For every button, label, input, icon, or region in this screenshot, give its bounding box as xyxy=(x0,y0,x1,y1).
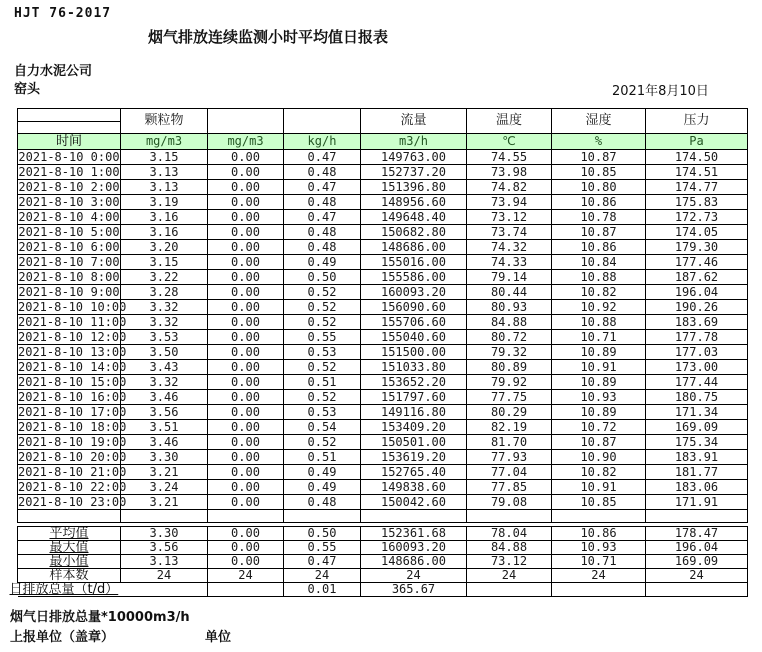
value-cell: 169.09 xyxy=(646,420,748,435)
header-flow: 流量 xyxy=(361,109,467,134)
value-cell: 3.32 xyxy=(121,315,208,330)
value-cell: 183.91 xyxy=(646,450,748,465)
unit-m3-h: m3/h xyxy=(361,134,467,150)
value-cell: 172.73 xyxy=(646,210,748,225)
hour-row xyxy=(18,225,748,240)
value-cell: 3.15 xyxy=(121,150,208,165)
daily-total-cell xyxy=(208,583,284,597)
value-cell: 10.78 xyxy=(552,210,646,225)
value-cell: 80.93 xyxy=(467,300,552,315)
value-cell: 3.46 xyxy=(121,390,208,405)
value-cell: 77.75 xyxy=(467,390,552,405)
value-cell: 10.87 xyxy=(552,225,646,240)
summary-value-cell: 73.12 xyxy=(467,555,552,569)
hour-row xyxy=(18,150,748,165)
hour-row xyxy=(18,420,748,435)
value-cell: 0.00 xyxy=(208,225,284,240)
value-cell: 3.56 xyxy=(121,405,208,420)
value-cell: 0.00 xyxy=(208,210,284,225)
value-cell: 0.00 xyxy=(208,330,284,345)
value-cell: 77.85 xyxy=(467,480,552,495)
value-cell: 3.24 xyxy=(121,480,208,495)
time-cell: 2021-8-10 16:00 xyxy=(18,390,127,404)
value-cell: 10.92 xyxy=(552,300,646,315)
value-cell: 10.87 xyxy=(552,150,646,165)
unit-celsius: ℃ xyxy=(467,134,552,150)
time-cell: 2021-8-10 5:00 xyxy=(18,225,120,239)
time-cell: 2021-8-10 20:00 xyxy=(18,450,127,464)
value-cell: 150042.60 xyxy=(361,495,467,510)
value-cell: 0.00 xyxy=(208,405,284,420)
value-cell: 80.44 xyxy=(467,285,552,300)
value-cell: 0.48 xyxy=(284,495,361,510)
value-cell: 3.50 xyxy=(121,345,208,360)
value-cell: 153652.20 xyxy=(361,375,467,390)
value-cell: 0.49 xyxy=(284,480,361,495)
value-cell: 82.19 xyxy=(467,420,552,435)
header-group-row xyxy=(18,109,748,122)
time-cell: 2021-8-10 2:00 xyxy=(18,180,120,194)
summary-value-cell: 84.88 xyxy=(467,541,552,555)
summary-row xyxy=(18,569,748,583)
value-cell: 10.80 xyxy=(552,180,646,195)
hour-row xyxy=(18,165,748,180)
value-cell: 74.33 xyxy=(467,255,552,270)
value-cell: 77.93 xyxy=(467,450,552,465)
daily-total-row xyxy=(18,583,748,597)
time-cell: 2021-8-10 13:00 xyxy=(18,345,127,359)
value-cell: 3.13 xyxy=(121,180,208,195)
time-cell: 2021-8-10 9:00 xyxy=(18,285,120,299)
value-cell: 149648.40 xyxy=(361,210,467,225)
value-cell: 174.50 xyxy=(646,150,748,165)
daily-total-cell xyxy=(467,583,552,597)
value-cell: 155706.60 xyxy=(361,315,467,330)
value-cell: 171.34 xyxy=(646,405,748,420)
value-cell: 3.13 xyxy=(121,165,208,180)
value-cell: 81.70 xyxy=(467,435,552,450)
value-cell: 79.92 xyxy=(467,375,552,390)
value-cell: 177.46 xyxy=(646,255,748,270)
daily-total-cell: 365.67 xyxy=(361,583,467,597)
value-cell: 3.20 xyxy=(121,240,208,255)
value-cell: 0.48 xyxy=(284,225,361,240)
summary-value-cell: 10.86 xyxy=(552,527,646,541)
value-cell: 3.22 xyxy=(121,270,208,285)
unit-label: 单位 xyxy=(205,630,232,645)
summary-value-cell: 3.56 xyxy=(121,541,208,555)
hour-row xyxy=(18,240,748,255)
time-cell: 2021-8-10 15:00 xyxy=(18,375,127,389)
summary-value-cell: 0.55 xyxy=(284,541,361,555)
report-unit-label: 上报单位（盖章） xyxy=(10,630,115,645)
summary-label: 最小值 xyxy=(18,555,121,569)
value-cell: 73.94 xyxy=(467,195,552,210)
value-cell: 151500.00 xyxy=(361,345,467,360)
value-cell: 10.85 xyxy=(552,495,646,510)
value-cell: 73.74 xyxy=(467,225,552,240)
value-cell: 80.72 xyxy=(467,330,552,345)
time-cell: 2021-8-10 0:00 xyxy=(18,150,120,164)
value-cell: 155016.00 xyxy=(361,255,467,270)
time-cell: 2021-8-10 22:00 xyxy=(18,480,127,494)
summary-value-cell: 24 xyxy=(121,569,208,583)
value-cell: 0.00 xyxy=(208,240,284,255)
time-cell: 2021-8-10 8:00 xyxy=(18,270,120,284)
header-particulate: 颗粒物 xyxy=(121,109,208,134)
value-cell: 3.30 xyxy=(121,450,208,465)
value-cell: 0.49 xyxy=(284,255,361,270)
summary-value-cell: 148686.00 xyxy=(361,555,467,569)
header-time: 时间 xyxy=(18,134,121,150)
value-cell: 0.55 xyxy=(284,330,361,345)
value-cell: 150501.00 xyxy=(361,435,467,450)
summary-value-cell: 24 xyxy=(646,569,748,583)
value-cell: 10.85 xyxy=(552,165,646,180)
value-cell: 10.88 xyxy=(552,270,646,285)
value-cell: 10.86 xyxy=(552,195,646,210)
hour-row xyxy=(18,285,748,300)
value-cell: 180.75 xyxy=(646,390,748,405)
value-cell: 196.04 xyxy=(646,285,748,300)
value-cell: 3.51 xyxy=(121,420,208,435)
hour-row xyxy=(18,435,748,450)
hour-row xyxy=(18,390,748,405)
value-cell: 74.55 xyxy=(467,150,552,165)
value-cell: 84.88 xyxy=(467,315,552,330)
time-cell: 2021-8-10 17:00 xyxy=(18,405,127,419)
value-cell: 0.52 xyxy=(284,360,361,375)
hour-row xyxy=(18,480,748,495)
value-cell: 0.00 xyxy=(208,255,284,270)
value-cell: 0.49 xyxy=(284,465,361,480)
value-cell: 156090.60 xyxy=(361,300,467,315)
value-cell: 0.50 xyxy=(284,270,361,285)
value-cell: 177.03 xyxy=(646,345,748,360)
summary-value-cell: 10.71 xyxy=(552,555,646,569)
value-cell: 0.52 xyxy=(284,390,361,405)
summary-rows-body xyxy=(18,527,748,583)
time-cell: 2021-8-10 11:00 xyxy=(18,315,127,329)
header-blank-bottom xyxy=(18,121,121,134)
value-cell: 148686.00 xyxy=(361,240,467,255)
unit-percent: % xyxy=(552,134,646,150)
value-cell: 10.89 xyxy=(552,375,646,390)
value-cell: 79.08 xyxy=(467,495,552,510)
hour-row xyxy=(18,255,748,270)
value-cell: 181.77 xyxy=(646,465,748,480)
hour-row xyxy=(18,375,748,390)
time-cell: 2021-8-10 21:00 xyxy=(18,465,127,479)
value-cell: 10.71 xyxy=(552,330,646,345)
value-cell: 74.32 xyxy=(467,240,552,255)
hour-row xyxy=(18,210,748,225)
value-cell: 0.48 xyxy=(284,195,361,210)
value-cell: 151797.60 xyxy=(361,390,467,405)
summary-value-cell: 24 xyxy=(284,569,361,583)
value-cell: 190.26 xyxy=(646,300,748,315)
hour-row xyxy=(18,465,748,480)
company-name: 自力水泥公司 xyxy=(14,64,93,79)
unit-kg-h: kg/h xyxy=(284,134,361,150)
unit-pa: Pa xyxy=(646,134,748,150)
value-cell: 152737.20 xyxy=(361,165,467,180)
value-cell: 174.77 xyxy=(646,180,748,195)
hour-row xyxy=(18,330,748,345)
time-cell: 2021-8-10 3:00 xyxy=(18,195,120,209)
value-cell: 0.00 xyxy=(208,480,284,495)
value-cell: 0.00 xyxy=(208,300,284,315)
value-cell: 0.00 xyxy=(208,150,284,165)
value-cell: 155586.00 xyxy=(361,270,467,285)
summary-value-cell: 160093.20 xyxy=(361,541,467,555)
value-cell: 0.00 xyxy=(208,195,284,210)
value-cell: 0.00 xyxy=(208,450,284,465)
unit-mg-m3: mg/m3 xyxy=(121,134,208,150)
value-cell: 3.16 xyxy=(121,225,208,240)
header-blank-col4 xyxy=(284,109,361,134)
value-cell: 10.82 xyxy=(552,285,646,300)
value-cell: 10.82 xyxy=(552,465,646,480)
value-cell: 0.53 xyxy=(284,405,361,420)
value-cell: 0.51 xyxy=(284,450,361,465)
value-cell: 155040.60 xyxy=(361,330,467,345)
value-cell: 3.46 xyxy=(121,435,208,450)
value-cell: 10.87 xyxy=(552,435,646,450)
value-cell: 0.47 xyxy=(284,210,361,225)
value-cell: 0.00 xyxy=(208,435,284,450)
value-cell: 187.62 xyxy=(646,270,748,285)
value-cell: 10.91 xyxy=(552,480,646,495)
value-cell: 0.00 xyxy=(208,420,284,435)
summary-value-cell: 196.04 xyxy=(646,541,748,555)
summary-row xyxy=(18,541,748,555)
value-cell: 3.32 xyxy=(121,375,208,390)
value-cell: 0.48 xyxy=(284,165,361,180)
value-cell: 0.52 xyxy=(284,300,361,315)
monitoring-point: 窑头 xyxy=(14,82,41,97)
daily-total-label: 日排放总量（t/d） xyxy=(18,583,208,597)
summary-table xyxy=(9,526,748,597)
value-cell: 0.47 xyxy=(284,150,361,165)
summary-value-cell: 0.50 xyxy=(284,527,361,541)
time-cell: 2021-8-10 23:00 xyxy=(18,495,127,509)
summary-value-cell: 0.00 xyxy=(208,541,284,555)
empty-row xyxy=(18,510,748,523)
summary-value-cell: 24 xyxy=(552,569,646,583)
value-cell: 80.89 xyxy=(467,360,552,375)
value-cell: 0.00 xyxy=(208,465,284,480)
value-cell: 174.05 xyxy=(646,225,748,240)
value-cell: 173.00 xyxy=(646,360,748,375)
summary-value-cell: 152361.68 xyxy=(361,527,467,541)
summary-value-cell: 78.04 xyxy=(467,527,552,541)
value-cell: 0.52 xyxy=(284,315,361,330)
time-cell: 2021-8-10 19:00 xyxy=(18,435,127,449)
summary-row xyxy=(18,555,748,569)
value-cell: 0.00 xyxy=(208,165,284,180)
value-cell: 73.12 xyxy=(467,210,552,225)
hour-row xyxy=(18,360,748,375)
value-cell: 79.32 xyxy=(467,345,552,360)
hour-row xyxy=(18,180,748,195)
value-cell: 74.82 xyxy=(467,180,552,195)
value-cell: 0.52 xyxy=(284,435,361,450)
value-cell: 3.32 xyxy=(121,300,208,315)
value-cell: 10.88 xyxy=(552,315,646,330)
value-cell: 3.21 xyxy=(121,465,208,480)
value-cell: 175.34 xyxy=(646,435,748,450)
hour-row xyxy=(18,195,748,210)
value-cell: 177.44 xyxy=(646,375,748,390)
summary-row xyxy=(18,527,748,541)
hour-row xyxy=(18,345,748,360)
time-cell: 2021-8-10 12:00 xyxy=(18,330,127,344)
value-cell: 151033.80 xyxy=(361,360,467,375)
value-cell: 10.91 xyxy=(552,360,646,375)
value-cell: 149763.00 xyxy=(361,150,467,165)
header-humidity: 湿度 xyxy=(552,109,646,134)
time-cell: 2021-8-10 7:00 xyxy=(18,255,120,269)
value-cell: 149838.60 xyxy=(361,480,467,495)
value-cell: 10.84 xyxy=(552,255,646,270)
header-blank-col3 xyxy=(208,109,284,134)
value-cell: 0.53 xyxy=(284,345,361,360)
value-cell: 160093.20 xyxy=(361,285,467,300)
summary-value-cell: 24 xyxy=(361,569,467,583)
time-cell: 2021-8-10 4:00 xyxy=(18,210,120,224)
summary-label: 平均值 xyxy=(18,527,121,541)
value-cell: 179.30 xyxy=(646,240,748,255)
hour-row xyxy=(18,315,748,330)
footer-note: 烟气日排放总量*10000m3/h xyxy=(10,610,190,625)
header-temperature: 温度 xyxy=(467,109,552,134)
value-cell: 0.52 xyxy=(284,285,361,300)
value-cell: 73.98 xyxy=(467,165,552,180)
time-cell: 2021-8-10 1:00 xyxy=(18,165,120,179)
value-cell: 3.21 xyxy=(121,495,208,510)
time-cell: 2021-8-10 18:00 xyxy=(18,420,127,434)
summary-value-cell: 24 xyxy=(467,569,552,583)
daily-total-cell xyxy=(552,583,646,597)
value-cell: 3.15 xyxy=(121,255,208,270)
summary-value-cell: 0.47 xyxy=(284,555,361,569)
value-cell: 177.78 xyxy=(646,330,748,345)
value-cell: 10.89 xyxy=(552,345,646,360)
summary-value-cell: 169.09 xyxy=(646,555,748,569)
summary-value-cell: 24 xyxy=(208,569,284,583)
value-cell: 153619.20 xyxy=(361,450,467,465)
value-cell: 0.00 xyxy=(208,180,284,195)
header-units-row xyxy=(18,134,748,150)
value-cell: 0.00 xyxy=(208,495,284,510)
summary-value-cell: 10.93 xyxy=(552,541,646,555)
value-cell: 149116.80 xyxy=(361,405,467,420)
value-cell: 183.06 xyxy=(646,480,748,495)
value-cell: 79.14 xyxy=(467,270,552,285)
value-cell: 0.00 xyxy=(208,375,284,390)
value-cell: 80.29 xyxy=(467,405,552,420)
value-cell: 3.28 xyxy=(121,285,208,300)
value-cell: 0.54 xyxy=(284,420,361,435)
hour-row xyxy=(18,405,748,420)
summary-value-cell: 0.00 xyxy=(208,527,284,541)
value-cell: 3.19 xyxy=(121,195,208,210)
header-pressure: 压力 xyxy=(646,109,748,134)
value-cell: 10.93 xyxy=(552,390,646,405)
hour-row xyxy=(18,300,748,315)
report-date: 2021年8月10日 xyxy=(612,84,709,99)
value-cell: 183.69 xyxy=(646,315,748,330)
daily-total-cell xyxy=(646,583,748,597)
value-cell: 153409.20 xyxy=(361,420,467,435)
summary-value-cell: 0.00 xyxy=(208,555,284,569)
header-blank-top xyxy=(18,109,121,122)
time-cell: 2021-8-10 6:00 xyxy=(18,240,120,254)
value-cell: 10.90 xyxy=(552,450,646,465)
summary-value-cell: 3.30 xyxy=(121,527,208,541)
daily-total-cell: 0.01 xyxy=(284,583,361,597)
value-cell: 152765.40 xyxy=(361,465,467,480)
value-cell: 174.51 xyxy=(646,165,748,180)
hour-row xyxy=(18,450,748,465)
value-cell: 3.43 xyxy=(121,360,208,375)
hour-row xyxy=(18,270,748,285)
summary-value-cell: 178.47 xyxy=(646,527,748,541)
summary-label: 样本数 xyxy=(18,569,121,583)
value-cell: 0.00 xyxy=(208,360,284,375)
value-cell: 10.86 xyxy=(552,240,646,255)
summary-value-cell: 3.13 xyxy=(121,555,208,569)
value-cell: 3.53 xyxy=(121,330,208,345)
value-cell: 10.89 xyxy=(552,405,646,420)
value-cell: 175.83 xyxy=(646,195,748,210)
value-cell: 77.04 xyxy=(467,465,552,480)
value-cell: 0.00 xyxy=(208,390,284,405)
value-cell: 0.48 xyxy=(284,240,361,255)
value-cell: 0.00 xyxy=(208,285,284,300)
value-cell: 0.51 xyxy=(284,375,361,390)
value-cell: 0.00 xyxy=(208,315,284,330)
value-cell: 151396.80 xyxy=(361,180,467,195)
time-cell: 2021-8-10 10:00 xyxy=(18,300,127,314)
hour-row xyxy=(18,495,748,510)
value-cell: 10.72 xyxy=(552,420,646,435)
unit-mg-m3-2: mg/m3 xyxy=(208,134,284,150)
value-cell: 150682.80 xyxy=(361,225,467,240)
value-cell: 171.91 xyxy=(646,495,748,510)
hourly-data-table xyxy=(17,108,748,523)
value-cell: 148956.60 xyxy=(361,195,467,210)
value-cell: 0.47 xyxy=(284,180,361,195)
time-cell: 2021-8-10 14:00 xyxy=(18,360,127,374)
page-title: 烟气排放连续监测小时平均值日报表 xyxy=(148,28,389,46)
data-rows-body xyxy=(18,150,748,510)
value-cell: 0.00 xyxy=(208,345,284,360)
summary-label: 最大值 xyxy=(18,541,121,555)
doc-code: HJT 76-2017 xyxy=(14,6,112,21)
value-cell: 0.00 xyxy=(208,270,284,285)
value-cell: 3.16 xyxy=(121,210,208,225)
